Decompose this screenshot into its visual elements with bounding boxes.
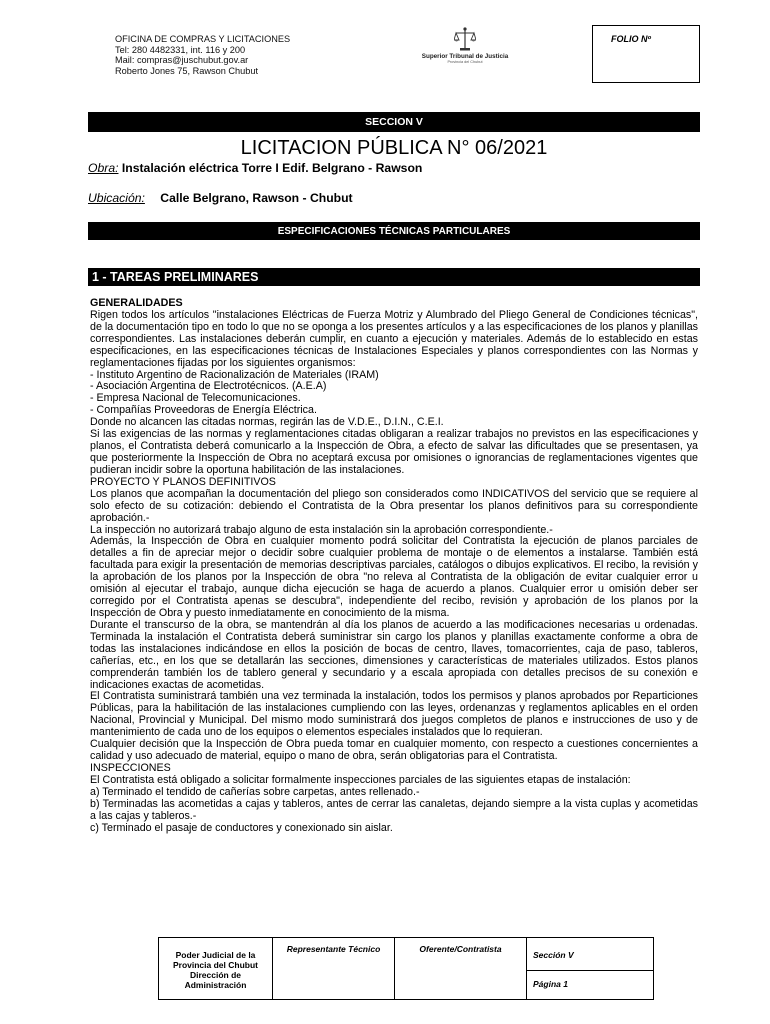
paragraph: c) Terminado el pasaje de conductores y conexionado sin aislar. [90, 821, 393, 834]
paragraph: GENERALIDADES [90, 297, 183, 309]
paragraph: b) Terminadas las acometidas a cajas y tableros, antes de cerrar las canaletas, dejando siempre a la vista cuplas y acometidas a las cajas y tableros.- [90, 797, 698, 822]
pj-line: Dirección de [189, 970, 242, 980]
paragraph: Además, la Inspección de Obra en cualquier momento podrá solicitar del Contratista la ejecución de planos parciales de detalles a fin de apreciar mejor o decidir sobre cualquier problema de montaje o de elementos a instalarse. También está facultada para exigir la presentación de memorias descriptivas parciales, catálogos o dibujos explicativos. El recibo, la revisión y la aprobación de los planos por la Inspección de obra "no releva al Contratista de la obligación de evitar cualquier error u omisión al ejecutar el trabajo, aunque dicha ejecución se haga de acuerdo a planos. Cualquier error u omisión deber ser corregido por el Contratista apenas se descubra", independiente del recibo, revisión y aprobación de los planos por la Inspección de Obra y puesto inmediatamente en conocimiento de la misma. [90, 535, 698, 619]
office-address: Roberto Jones 75, Rawson Chubut [115, 65, 259, 76]
tribunal-logo [410, 26, 520, 74]
page-title: LICITACION PÚBLICA N° 06/2021 [240, 137, 548, 159]
scales-of-justice-icon [454, 26, 476, 52]
logo-subtitle: Provincia del Chubut [447, 60, 483, 64]
paragraph: - Instituto Argentino de Racionalización de Materiales (IRAM) [90, 368, 379, 381]
paragraph: - Asociación Argentina de Electrotécnicos. (A.E.A) [90, 380, 327, 393]
paragraph: Si las exigencias de las normas y reglamentaciones citadas obligaran a realizar trabajos no previstos en las especificaciones y planos, el Contratista deberá comunicarlo a la Inspección de Obra, a efecto de salvar las dificultades que se presentasen, ya que posteriormente la Inspección de Obra no aceptará excusa por omisiones o ignorancias de reglamentaciones vigentes que pudieran incidir sobre la oportuna habilitación de las instalaciones. [90, 428, 698, 476]
office-phone: Tel: 280 4482331, int. 116 y 200 [115, 44, 246, 55]
folio-box [592, 25, 700, 83]
paragraph: Rigen todos los artículos "instalaciones Eléctricas de Fuerza Motriz y Alumbrado del Pliego General de Condiciones técnicas", de la documentación tipo en todo lo que no se oponga a los presentes artículos y a las especificaciones de los planos y planillas correspondientes. Las instalaciones deberán cumplir, en cuanto a ejecución y materiales. Además de lo establecido en estas especificaciones, en las especificaciones técnicas de Instalaciones Especiales y planos correspondientes con las Normas y reglamentaciones fijadas por los siguientes organismos: [90, 308, 698, 369]
paragraph: La inspección no autorizará trabajo alguno de esta instalación sin la aprobación correspondiente.- [90, 523, 553, 536]
footer-seccion: Sección V [527, 938, 653, 971]
folio-label: FOLIO Nº [611, 34, 651, 44]
section-bar: SECCION V [88, 112, 700, 132]
especificaciones-bar: ESPECIFICACIONES TÉCNICAS PARTICULARES [88, 222, 700, 240]
paragraph: El Contratista está obligado a solicitar formalmente inspecciones parciales de las siguientes etapas de instalación: [90, 773, 631, 786]
ubicacion-value: Calle Belgrano, Rawson - Chubut [160, 191, 353, 205]
obra-line [88, 161, 422, 175]
footer-oferente-contratista: Oferente/Contratista [395, 938, 527, 999]
section-heading: 1 - TAREAS PRELIMINARES [88, 268, 700, 286]
obra-label: Obra: [88, 161, 119, 175]
paragraph: - Compañías Proveedoras de Energía Eléctrica. [90, 404, 317, 417]
paragraph: - Empresa Nacional de Telecomunicaciones. [90, 392, 301, 405]
paragraph: El Contratista suministrará también una vez terminada la instalación, todos los permisos y planos aprobados por Reparticiones Públicas, para la habilitación de las instalaciones cumpliendo con las leyes, ordenanzas y reglamentos aplicables en el orden Nacional, Provincial y Municipal. Del mismo modo suministrará dos juegos completos de planos e instrucciones de uso y de mantenimiento de cada uno de los equipos o elementos especiales instalados que lo requieran. [90, 690, 698, 739]
paragraph: INSPECCIONES [90, 761, 171, 774]
office-name: OFICINA DE COMPRAS Y LICITACIONES [115, 34, 291, 44]
ubicacion-line [88, 191, 353, 205]
footer-pagina: Página 1 [533, 979, 568, 989]
office-email: Mail: compras@juschubut.gov.ar [115, 55, 249, 66]
paragraph: Durante el transcurso de la obra, se mantendrán al día los planos de acuerdo a las modificaciones necesarias u ordenadas. Terminada la instalación el Contratista deberá suministrar sin cargo los planos y planillas exactamente conforme a obra de todas las instalaciones indicándose en ellos la posición de bocas de centro, llaves, tomacorrientes, caja de paso, tableros, cañerías, etc., en los que se detallarán las secciones, dimensiones y características de materiales utilizados. Estos planos comprenderán también los de tablero general y secundario y a escala apropiada con detalles precisos de su conexión e indicaciones exactas de acometidas. [90, 618, 698, 691]
footer-representante-tecnico: Representante Técnico [273, 938, 395, 999]
pj-line: Administración [184, 980, 247, 990]
paragraph: Cualquier decisión que la Inspección de Obra pueda tomar en cualquier momento, con respecto a cuestiones concernientes a calidad y uso adecuado de material, equipo o mano de obra, serán obligatorias para el Contratista. [90, 738, 698, 763]
obra-value: Instalación eléctrica Torre I Edif. Belgrano - Rawson [121, 161, 423, 175]
paragraph: Los planos que acompañan la documentación del pliego son considerados como INDICATIVOS del servicio que se requiere al solo efecto de su cotización: debiendo el Contratista de la Obra presentar los planos definitivos para su correspondiente aprobación.- [90, 487, 698, 524]
paragraph: Donde no alcancen las citadas normas, regirán las de V.D.E., D.I.N., C.E.I. [90, 416, 444, 429]
footer-table [158, 937, 654, 1000]
pj-line: Provincia del Chubut [172, 960, 258, 970]
pj-line: Poder Judicial de la [175, 950, 256, 960]
office-header [115, 34, 290, 76]
ubicacion-label: Ubicación: [88, 191, 145, 205]
paragraph: PROYECTO Y PLANOS DEFINITIVOS [90, 475, 276, 488]
footer-poder-judicial [159, 938, 273, 999]
footer-seccion-pagina [527, 938, 653, 999]
logo-title: Superior Tribunal de Justicia [421, 53, 509, 60]
document-body [90, 298, 698, 834]
paragraph: a) Terminado el tendido de cañerías sobre carpetas, antes rellenado.- [90, 785, 420, 798]
